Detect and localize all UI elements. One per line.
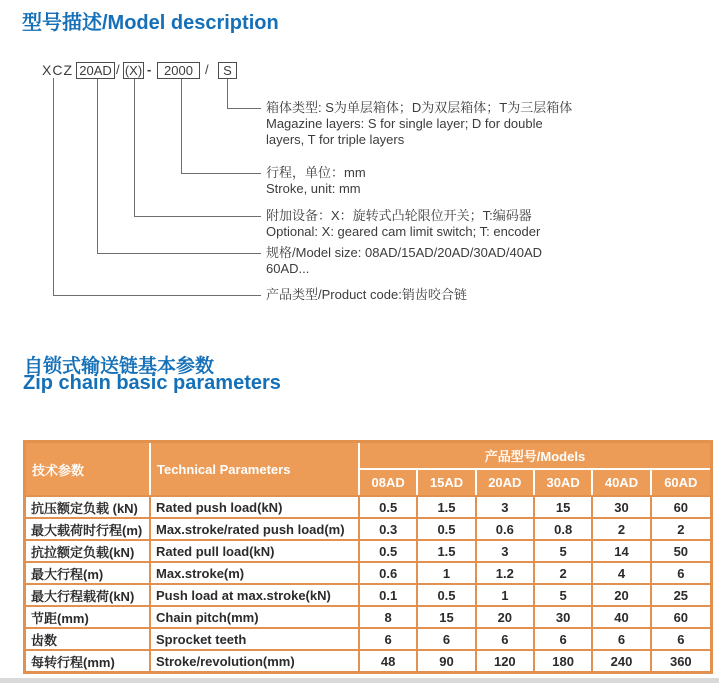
param-value: 4 xyxy=(593,561,651,583)
header-model: 30AD xyxy=(535,470,593,495)
header-model: 60AD xyxy=(652,470,710,495)
param-value: 1.2 xyxy=(477,561,535,583)
page-edge-strip xyxy=(0,678,719,683)
param-name-cn: 齿数 xyxy=(26,627,151,649)
param-value: 30 xyxy=(535,605,593,627)
connector-line-boxtype xyxy=(227,108,261,109)
param-value: 5 xyxy=(535,583,593,605)
table-row xyxy=(26,517,710,539)
model-code-size-box: 20AD xyxy=(76,62,115,79)
param-value: 1.5 xyxy=(418,495,476,517)
param-value: 5 xyxy=(535,539,593,561)
annotation-optional xyxy=(266,208,540,240)
param-value: 0.6 xyxy=(477,517,535,539)
annotation-stroke xyxy=(266,165,366,197)
param-name-en: Max.stroke(m) xyxy=(151,561,360,583)
header-param-cn: 技术参数 xyxy=(26,443,151,495)
connector-line-stroke xyxy=(181,173,261,174)
param-value: 60 xyxy=(652,495,710,517)
param-value: 0.5 xyxy=(418,583,476,605)
param-name-cn: 节距(mm) xyxy=(26,605,151,627)
param-name-en: Rated push load(kN) xyxy=(151,495,360,517)
param-name-en: Chain pitch(mm) xyxy=(151,605,360,627)
connector-line-stroke xyxy=(181,79,182,173)
param-name-cn: 抗压额定负载 (kN) xyxy=(26,495,151,517)
param-value: 240 xyxy=(593,649,651,671)
table-row xyxy=(26,583,710,605)
annotation-text-en: Magazine layers: S for single layer; D for double xyxy=(266,116,543,131)
param-value: 25 xyxy=(652,583,710,605)
annotation-text-cn: 箱体类型: S为单层箱体；D为双层箱体；T为三层箱体 xyxy=(266,100,573,115)
param-value: 90 xyxy=(418,649,476,671)
connector-line-optional xyxy=(134,79,135,216)
param-name-en: Stroke/revolution(mm) xyxy=(151,649,360,671)
param-value: 2 xyxy=(652,517,710,539)
model-code-boxtype-box: S xyxy=(218,62,237,79)
param-value: 6 xyxy=(418,627,476,649)
param-value: 1 xyxy=(418,561,476,583)
header-models-group: 产品型号/Models xyxy=(360,443,710,470)
param-name-cn: 最大行程载荷(kN) xyxy=(26,583,151,605)
param-value: 0.3 xyxy=(360,517,418,539)
param-name-en: Max.stroke/rated push load(m) xyxy=(151,517,360,539)
table-row xyxy=(26,649,710,671)
table-row xyxy=(26,539,710,561)
param-value: 6 xyxy=(652,627,710,649)
param-value: 20 xyxy=(593,583,651,605)
param-value: 50 xyxy=(652,539,710,561)
model-code-stroke-box: 2000 xyxy=(157,62,200,79)
annotation-text-cn: 行程，单位：mm xyxy=(266,165,366,180)
header-model: 15AD xyxy=(418,470,476,495)
param-value: 8 xyxy=(360,605,418,627)
param-value: 6 xyxy=(593,627,651,649)
param-value: 3 xyxy=(477,539,535,561)
param-value: 6 xyxy=(477,627,535,649)
table-row xyxy=(26,495,710,517)
connector-line-product xyxy=(53,78,54,295)
param-value: 60 xyxy=(652,605,710,627)
connector-line-size xyxy=(97,253,261,254)
header-model: 40AD xyxy=(593,470,651,495)
header-model: 20AD xyxy=(477,470,535,495)
parameters-table xyxy=(23,440,713,674)
annotation-text-en: Stroke, unit: mm xyxy=(266,181,361,196)
annotation-text-en: layers, T for triple layers xyxy=(266,132,405,147)
annotation-product-code xyxy=(266,287,467,303)
param-value: 15 xyxy=(535,495,593,517)
param-value: 20 xyxy=(477,605,535,627)
param-name-cn: 最大载荷时行程(m) xyxy=(26,517,151,539)
model-code-separator: / xyxy=(205,62,209,77)
annotation-text: 产品类型/Product code:销齿咬合链 xyxy=(266,287,467,302)
parameters-title-en: Zip chain basic parameters xyxy=(23,372,281,394)
param-name-en: Sprocket teeth xyxy=(151,627,360,649)
annotation-box-type xyxy=(266,100,572,148)
table-row xyxy=(26,605,710,627)
header-param-en: Technical Parameters xyxy=(151,443,360,495)
param-value: 0.5 xyxy=(418,517,476,539)
table-row xyxy=(26,561,710,583)
annotation-model-size xyxy=(266,245,542,277)
table-header-row xyxy=(26,443,710,470)
param-value: 2 xyxy=(593,517,651,539)
param-value: 1.5 xyxy=(418,539,476,561)
param-value: 15 xyxy=(418,605,476,627)
param-value: 2 xyxy=(535,561,593,583)
param-name-cn: 抗拉额定负载(kN) xyxy=(26,539,151,561)
param-value: 180 xyxy=(535,649,593,671)
model-code-separator: / xyxy=(116,62,120,77)
param-value: 30 xyxy=(593,495,651,517)
param-value: 120 xyxy=(477,649,535,671)
param-value: 0.1 xyxy=(360,583,418,605)
annotation-text: 60AD... xyxy=(266,261,310,276)
header-model: 08AD xyxy=(360,470,418,495)
connector-line-optional xyxy=(134,216,261,217)
param-value: 0.5 xyxy=(360,539,418,561)
param-value: 0.5 xyxy=(360,495,418,517)
model-code-prefix: XCZ xyxy=(42,62,73,78)
param-value: 14 xyxy=(593,539,651,561)
model-code-dash: - xyxy=(147,62,152,77)
param-value: 0.8 xyxy=(535,517,593,539)
param-value: 360 xyxy=(652,649,710,671)
param-value: 40 xyxy=(593,605,651,627)
connector-line-boxtype xyxy=(227,79,228,108)
param-value: 6 xyxy=(652,561,710,583)
param-name-en: Rated pull load(kN) xyxy=(151,539,360,561)
param-value: 48 xyxy=(360,649,418,671)
connector-line-size xyxy=(97,79,98,253)
param-name-en: Push load at max.stroke(kN) xyxy=(151,583,360,605)
annotation-text: 规格/Model size: 08AD/15AD/20AD/30AD/40AD xyxy=(266,245,543,260)
annotation-text-cn: 附加设备：X：旋转式凸轮限位开关；T:编码器 xyxy=(266,208,532,223)
param-value: 1 xyxy=(477,583,535,605)
param-value: 6 xyxy=(360,627,418,649)
annotation-text-en: Optional: X: geared cam limit switch; T: encoder xyxy=(266,224,541,239)
param-name-cn: 每转行程(mm) xyxy=(26,649,151,671)
param-name-cn: 最大行程(m) xyxy=(26,561,151,583)
model-code-optional-box: (X) xyxy=(124,63,143,78)
parameters-title-cn: 自锁式输送链基本参数 xyxy=(24,356,215,377)
model-description-title: 型号描述/Model description xyxy=(22,12,279,34)
param-value: 0.6 xyxy=(360,561,418,583)
connector-line-product xyxy=(53,295,261,296)
param-value: 3 xyxy=(477,495,535,517)
param-value: 6 xyxy=(535,627,593,649)
table-row xyxy=(26,627,710,649)
